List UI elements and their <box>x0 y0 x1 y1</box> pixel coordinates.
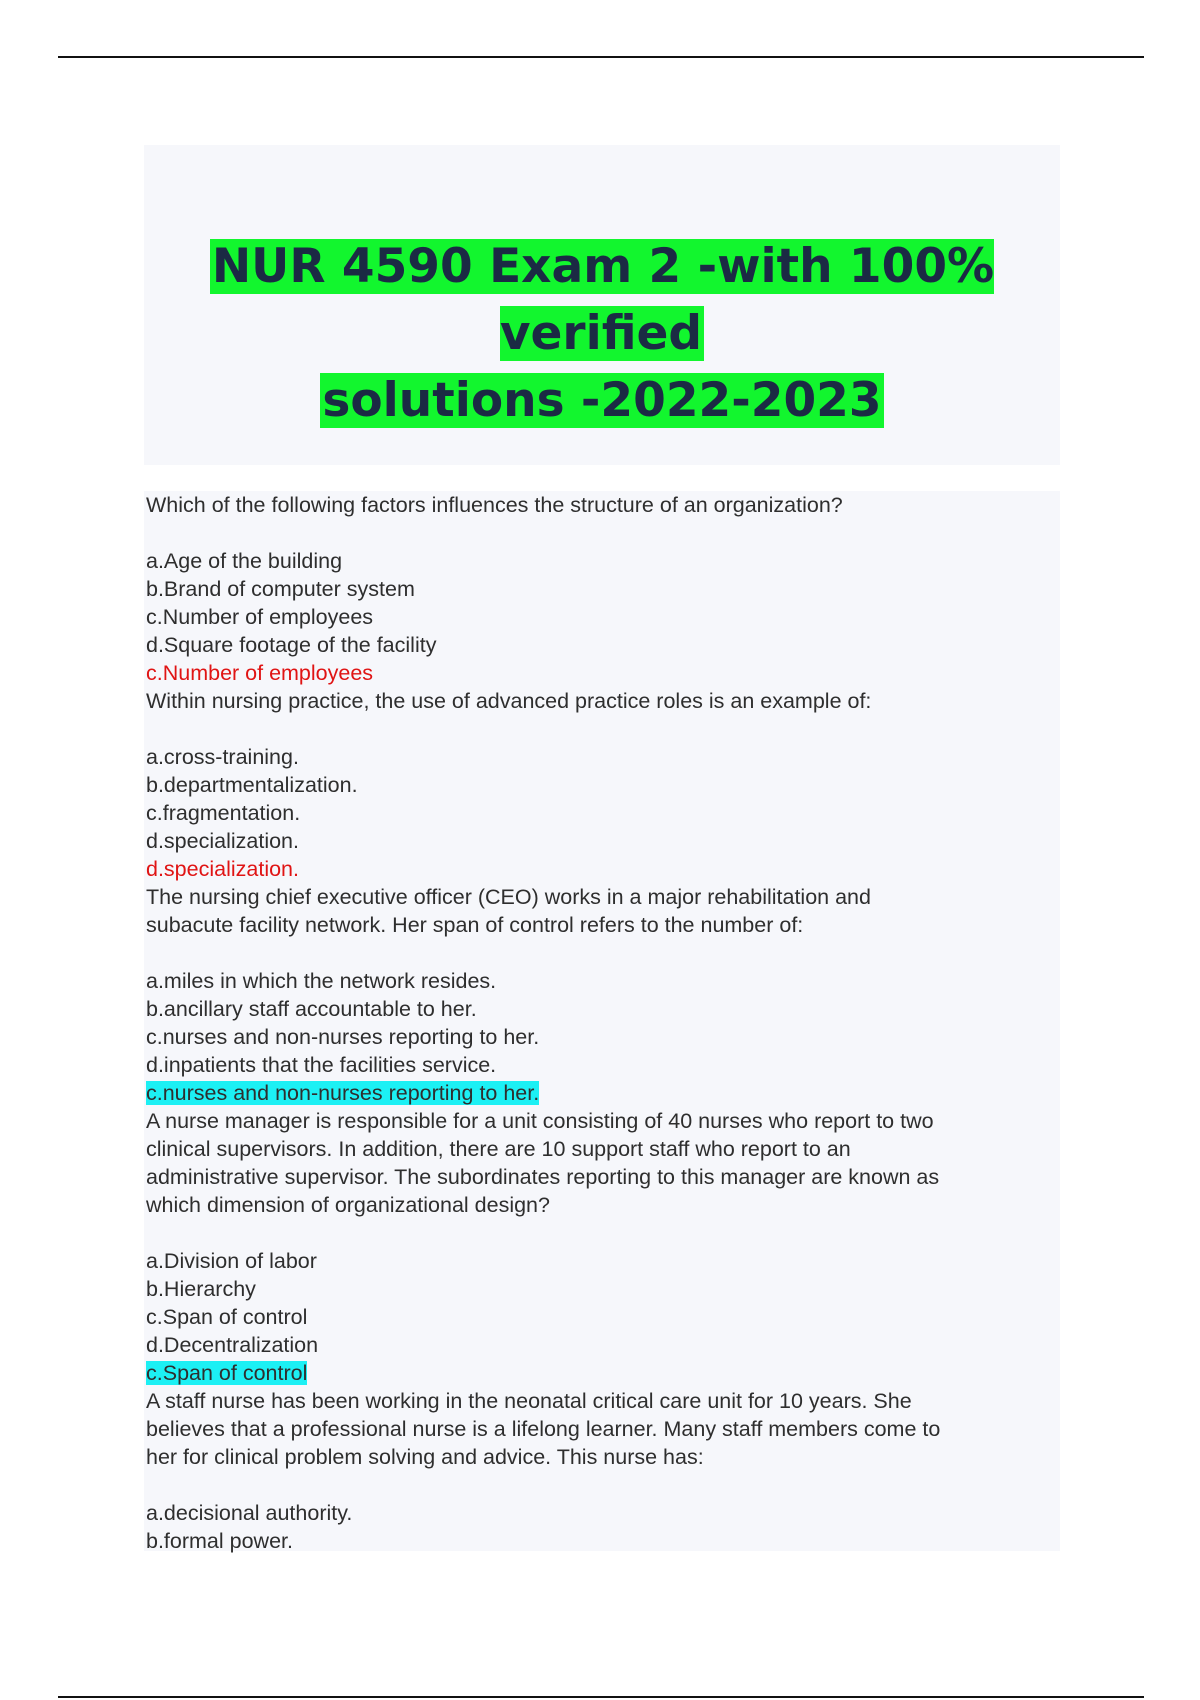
question-block <box>146 687 1046 883</box>
answer-option: d.specialization. <box>146 829 299 853</box>
answer-option: c.Number of employees <box>146 605 374 629</box>
question-block <box>146 883 1046 1107</box>
answer-option: b.departmentalization. <box>146 773 358 797</box>
answer-option: b.ancillary staff accountable to her. <box>146 997 477 1021</box>
question-block <box>146 1107 1046 1387</box>
answer-option: c.Span of control <box>146 1305 308 1329</box>
question-list <box>146 491 1046 1555</box>
question-stem-line: believes that a professional nurse is a lifelong learner. Many staff members come to <box>146 1417 941 1441</box>
question-stem-line: Within nursing practice, the use of advanced practice roles is an example of: <box>146 689 872 713</box>
answer-option: b.Brand of computer system <box>146 577 415 601</box>
answer-option: b.formal power. <box>146 1529 293 1553</box>
answer-option: a.Age of the building <box>146 549 343 573</box>
question-stem-line: Which of the following factors influences the structure of an organization? <box>146 493 843 517</box>
question-stem-line: her for clinical problem solving and advice. This nurse has: <box>146 1445 704 1469</box>
correct-answer <box>146 1079 1046 1107</box>
question-stem-line: clinical supervisors. In addition, there are 10 support staff who report to an <box>146 1137 851 1161</box>
question-block <box>146 491 1046 687</box>
top-rule <box>58 56 1144 58</box>
title-line-1: NUR 4590 Exam 2 -with 100% verified <box>211 239 995 361</box>
document-title <box>144 233 1060 434</box>
answer-option: c.nurses and non-nurses reporting to her. <box>146 1025 540 1049</box>
question-stem-line: A staff nurse has been working in the neonatal critical care unit for 10 years. She <box>146 1389 912 1413</box>
correct-answer-text: c.Number of employees <box>146 661 374 685</box>
spacer <box>146 1471 1046 1499</box>
bottom-rule <box>58 1696 1144 1698</box>
title-line-2: solutions -2022-2023 <box>322 373 882 428</box>
spacer <box>146 715 1046 743</box>
answer-option: d.Decentralization <box>146 1333 319 1357</box>
correct-answer-text: c.Span of control <box>146 1361 308 1385</box>
question-block <box>146 1387 1046 1555</box>
spacer <box>146 939 1046 967</box>
correct-answer <box>146 1359 1046 1387</box>
answer-option: a.decisional authority. <box>146 1501 353 1525</box>
question-stem-line: The nursing chief executive officer (CEO) works in a major rehabilitation and <box>146 885 871 909</box>
spacer <box>146 519 1046 547</box>
question-stem-line: subacute facility network. Her span of control refers to the number of: <box>146 913 804 937</box>
correct-answer-text: c.nurses and non-nurses reporting to her. <box>146 1081 540 1105</box>
answer-option: a.cross-training. <box>146 745 299 769</box>
answer-option: c.fragmentation. <box>146 801 301 825</box>
answer-option: a.Division of labor <box>146 1249 317 1273</box>
correct-answer <box>146 855 1046 883</box>
question-stem-line: which dimension of organizational design? <box>146 1193 550 1217</box>
question-stem-line: A nurse manager is responsible for a unit consisting of 40 nurses who report to two <box>146 1109 934 1133</box>
correct-answer <box>146 659 1046 687</box>
answer-option: b.Hierarchy <box>146 1277 256 1301</box>
correct-answer-text: d.specialization. <box>146 857 299 881</box>
answer-option: a.miles in which the network resides. <box>146 969 497 993</box>
answer-option: d.inpatients that the facilities service. <box>146 1053 497 1077</box>
question-stem-line: administrative supervisor. The subordinates reporting to this manager are known as <box>146 1165 940 1189</box>
title-panel <box>144 145 1060 465</box>
spacer <box>146 1219 1046 1247</box>
answer-option: d.Square footage of the facility <box>146 633 437 657</box>
